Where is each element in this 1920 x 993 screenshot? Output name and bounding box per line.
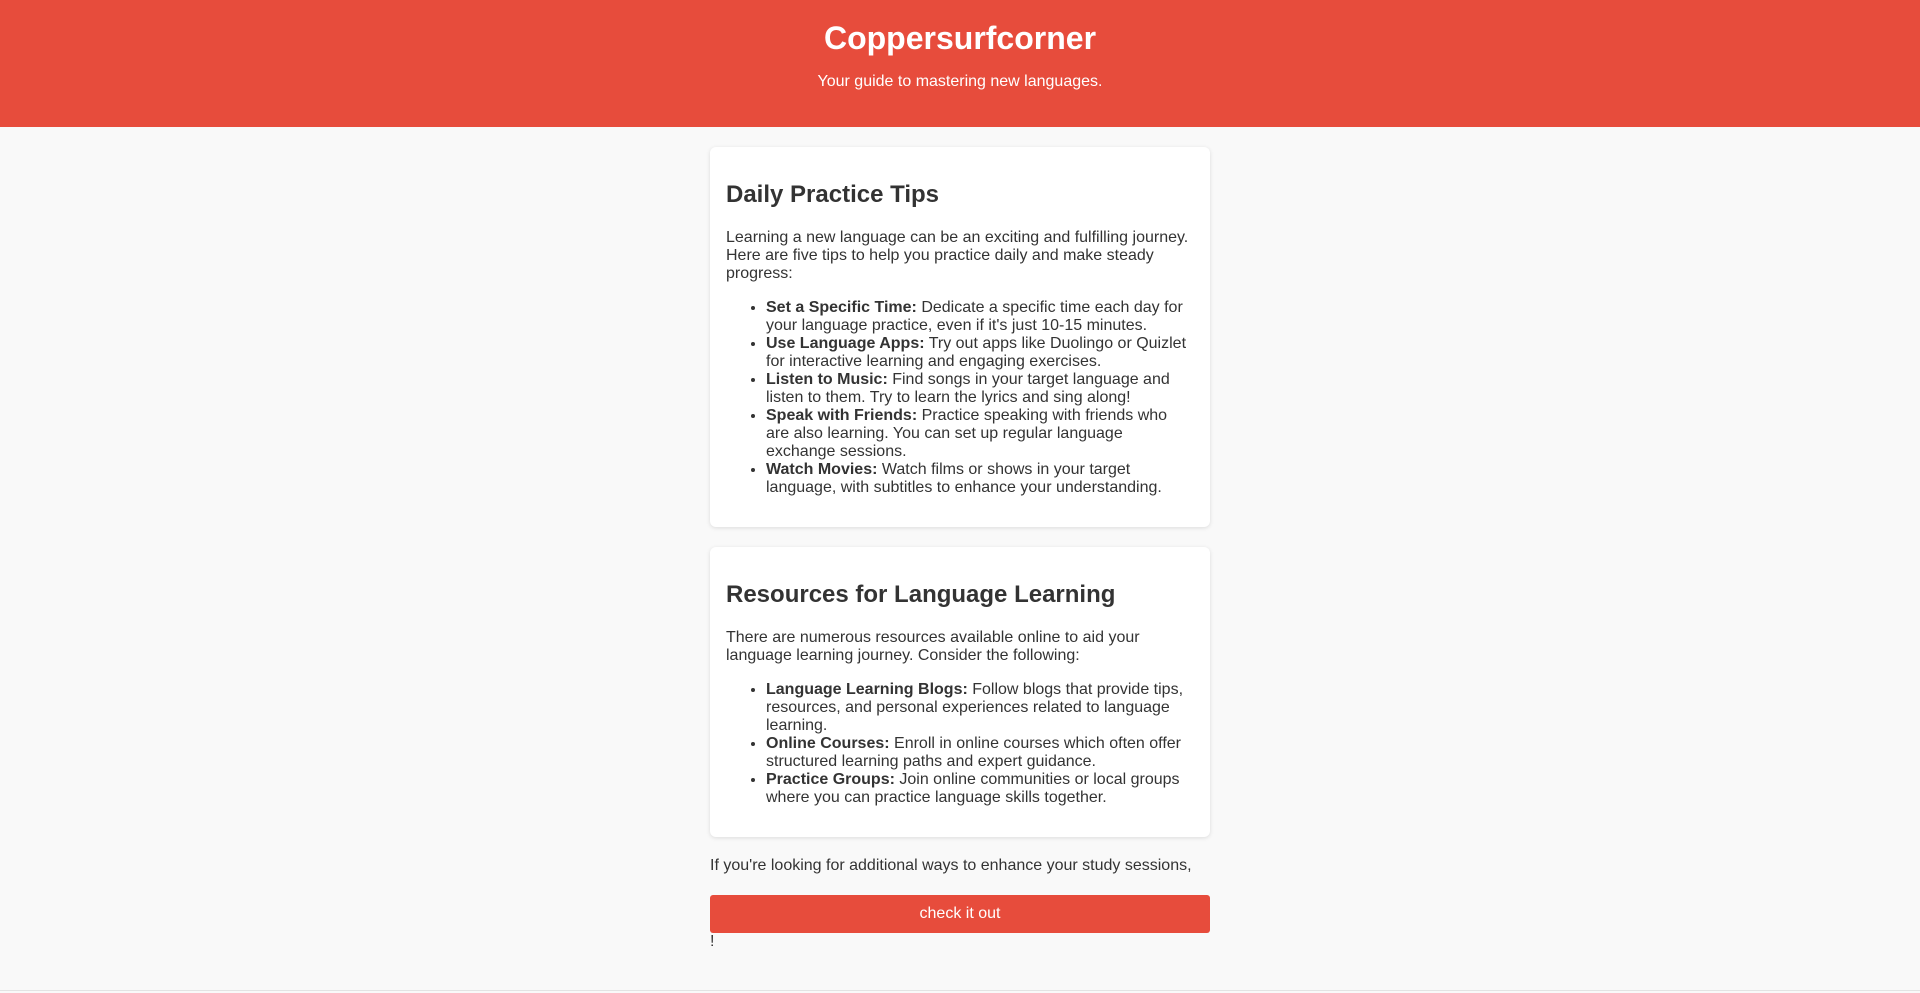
site-header	[0, 0, 1920, 127]
item-label: Set a Specific Time:	[766, 299, 917, 316]
item-text: Practice speaking with friends who are also learning. You can set up regular language exchange sessions.	[766, 407, 1168, 460]
daily-practice-tips-card	[710, 147, 1210, 527]
item-label: Language Learning Blogs:	[766, 681, 968, 698]
tips-list	[726, 299, 1194, 497]
item-text: Find songs in your target language and listen to them. Try to learn the lyrics and sing along!	[766, 371, 1170, 406]
item-label: Watch Movies:	[766, 461, 878, 478]
check-it-out-button[interactable]: check it out	[710, 895, 1210, 933]
resources-list	[726, 681, 1194, 807]
list-item	[766, 407, 1194, 461]
main-content	[710, 147, 1210, 951]
bottom-divider	[0, 990, 1920, 991]
list-item	[766, 371, 1194, 407]
item-label: Use Language Apps:	[766, 335, 925, 352]
section-heading: Resources for Language Learning	[726, 581, 1116, 608]
section-intro: Learning a new language can be an exciting and fulfilling journey. Here are five tips to help you practice daily and make steady progress:	[726, 229, 1189, 282]
list-item	[766, 335, 1194, 371]
item-label: Online Courses:	[766, 735, 890, 752]
item-text: Watch films or shows in your target language, with subtitles to enhance your understanding.	[766, 461, 1162, 496]
list-item	[766, 681, 1194, 735]
item-label: Practice Groups:	[766, 771, 895, 788]
list-item	[766, 735, 1194, 771]
item-text: Try out apps like Duolingo or Quizlet for interactive learning and engaging exercises.	[766, 335, 1187, 370]
item-label: Listen to Music:	[766, 371, 888, 388]
item-text: Join online communities or local groups where you can practice language skills together.	[766, 771, 1180, 806]
site-title: Coppersurfcorner	[823, 20, 1097, 56]
site-tagline: Your guide to mastering new languages.	[817, 73, 1103, 90]
list-item	[766, 771, 1194, 807]
section-intro: There are numerous resources available online to aid your language learning journey. Consider the following:	[726, 629, 1140, 664]
footer-exclamation: !	[710, 933, 715, 950]
footer-text: If you're looking for additional ways to enhance your study sessions,	[710, 857, 1192, 874]
item-text: Enroll in online courses which often offer structured learning paths and expert guidance.	[766, 735, 1181, 770]
list-item	[766, 461, 1194, 497]
item-label: Speak with Friends:	[766, 407, 918, 424]
item-text: Follow blogs that provide tips, resources, and personal experiences related to language learning.	[766, 681, 1184, 734]
section-heading: Daily Practice Tips	[726, 181, 939, 208]
list-item	[766, 299, 1194, 335]
item-text: Dedicate a specific time each day for your language practice, even if it's just 10-15 minutes.	[766, 299, 1183, 334]
resources-card	[710, 547, 1210, 837]
